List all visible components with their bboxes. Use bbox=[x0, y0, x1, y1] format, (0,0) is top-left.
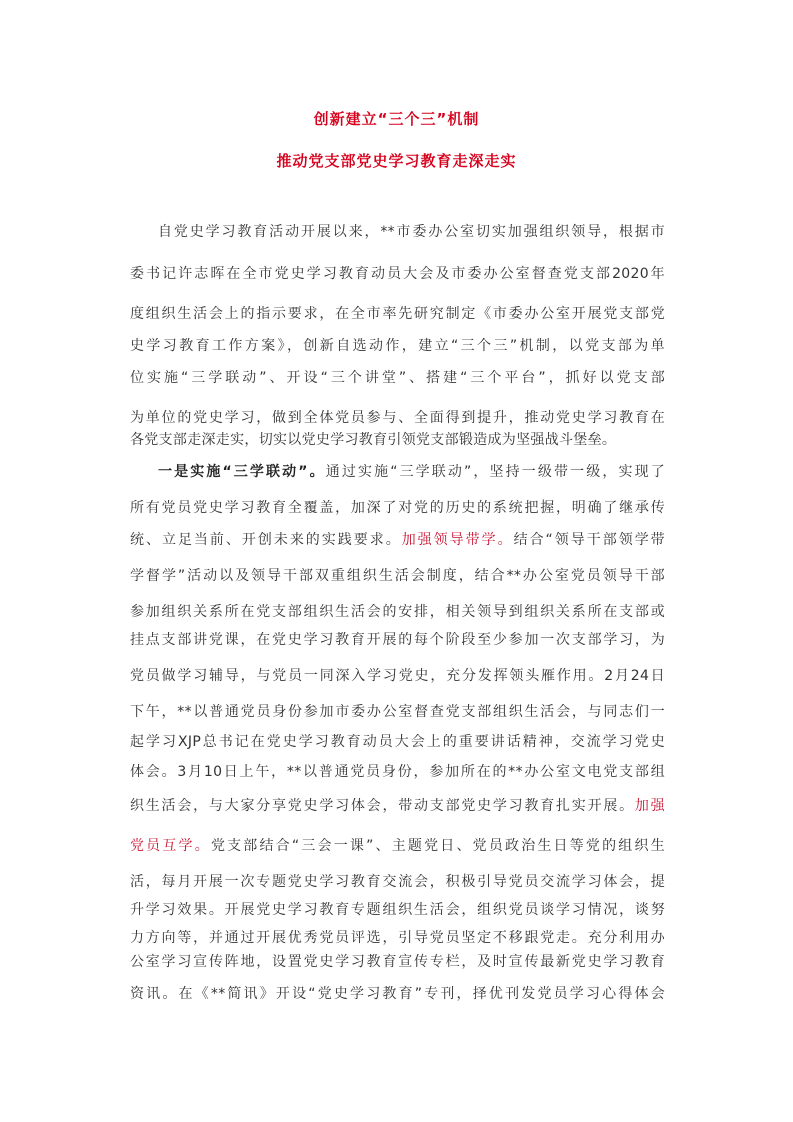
body-text: 起学习XJP总书记在党史学习教育动员大会上的重要讲话精神，交流学习党史 bbox=[130, 734, 665, 750]
body-line bbox=[130, 602, 665, 622]
body-text: 织生活会，与大家分享党史学习体会，带动支部党史学习教育扎实开展。 bbox=[130, 798, 635, 814]
body-line bbox=[130, 900, 665, 920]
section-heading-phrase: 一是实施“三学联动”。 bbox=[158, 464, 326, 480]
body-line bbox=[130, 732, 665, 752]
body-line bbox=[130, 796, 665, 816]
highlight-phrase: 加强领导带学。 bbox=[401, 532, 514, 548]
body-text: 参加组织关系所在党支部组织生活会的安排，相关领导到组织关系所在支部或 bbox=[130, 604, 665, 620]
body-text: 结合“领导干部领学带 bbox=[513, 532, 665, 548]
body-line bbox=[130, 952, 665, 972]
body-text: 位实施“三学联动”、开设“三个讲堂”、搭建“三个平台”，抓好以党支部 bbox=[130, 370, 665, 386]
body-line bbox=[130, 836, 665, 856]
body-line bbox=[130, 530, 665, 550]
body-line bbox=[130, 222, 665, 242]
document-title-line-2: 推动党支部党史学习教育走深走实 bbox=[276, 152, 517, 170]
body-text: 委书记许志晖在全市党史学习教育动员大会及市委办公室督查党支部2020年 bbox=[130, 266, 665, 282]
body-text: 体会。3月10日上午，**以普通党员身份，参加所在的**办公室文电党支部组 bbox=[130, 764, 665, 780]
body-line bbox=[130, 566, 665, 586]
body-line bbox=[130, 462, 665, 482]
body-line bbox=[130, 928, 665, 948]
body-text: 党支部结合“三会一课”、主题党日、党员政治生日等党的组织生 bbox=[210, 838, 665, 854]
body-line bbox=[130, 702, 665, 722]
body-text: 为单位的党史学习，做到全体党员参与、全面得到提升，推动党史学习教育在 bbox=[130, 410, 665, 426]
body-text: 活，每月开展一次专题党史学习教育交流会，积极引导党员交流学习体会，提 bbox=[130, 874, 665, 890]
body-line bbox=[130, 872, 665, 892]
body-text: 度组织生活会上的指示要求，在全市率先研究制定《市委办公室开展党支部党 bbox=[130, 306, 665, 322]
body-line bbox=[130, 368, 665, 388]
document-title-line-1: 创新建立“三个三”机制 bbox=[313, 110, 480, 128]
body-line bbox=[130, 984, 665, 1004]
highlight-phrase: 党员互学。 bbox=[130, 838, 211, 854]
body-line bbox=[130, 630, 665, 650]
body-line bbox=[130, 304, 665, 324]
body-line bbox=[130, 498, 665, 518]
body-text: 党员做学习辅导，与党员一同深入学习党史，充分发挥领头雁作用。2月24日 bbox=[130, 668, 665, 684]
body-text: 统、立足当前、开创未来的实践要求。 bbox=[130, 532, 402, 548]
body-text: 升学习效果。开展党史学习教育专题组织生活会，组织党员谈学习情况，谈努 bbox=[130, 902, 665, 918]
body-text: 挂点支部讲党课，在党史学习教育开展的每个阶段至少参加一次支部学习，为 bbox=[130, 632, 665, 648]
body-line bbox=[130, 408, 665, 428]
body-text: 力方向等，并通过开展优秀党员评选，引导党员坚定不移跟党走。充分利用办 bbox=[130, 930, 665, 946]
body-text: 自党史学习教育活动开展以来，**市委办公室切实加强组织领导，根据市 bbox=[158, 224, 665, 240]
body-line bbox=[130, 264, 665, 284]
body-line bbox=[130, 336, 665, 356]
body-text: 下午，**以普通党员身份参加市委办公室督查党支部组织生活会，与同志们一 bbox=[130, 704, 665, 720]
body-text: 各党支部走深走实，切实以党史学习教育引领党支部锻造成为坚强战斗堡垒。 bbox=[130, 432, 617, 448]
body-line bbox=[130, 666, 665, 686]
body-text: 学督学”活动以及领导干部双重组织生活会制度，结合**办公室党员领导干部 bbox=[130, 568, 665, 584]
body-text: 资讯。在《**简讯》开设“党史学习教育”专刊，择优刊发党员学习心得体会 bbox=[130, 986, 665, 1002]
body-text: 史学习教育工作方案》，创新自选动作，建立“三个三”机制，以党支部为单 bbox=[130, 338, 665, 354]
body-line bbox=[130, 430, 665, 450]
body-text: 公室学习宣传阵地，设置党史学习教育宣传专栏，及时宣传最新党史学习教育 bbox=[130, 954, 665, 970]
body-text: 通过实施“三学联动”，坚持一级带一级，实现了 bbox=[325, 464, 666, 480]
highlight-phrase: 加强 bbox=[634, 798, 665, 814]
body-line bbox=[130, 762, 665, 782]
body-text: 所有党员党史学习教育全覆盖，加深了对党的历史的系统把握，明确了继承传 bbox=[130, 500, 665, 516]
